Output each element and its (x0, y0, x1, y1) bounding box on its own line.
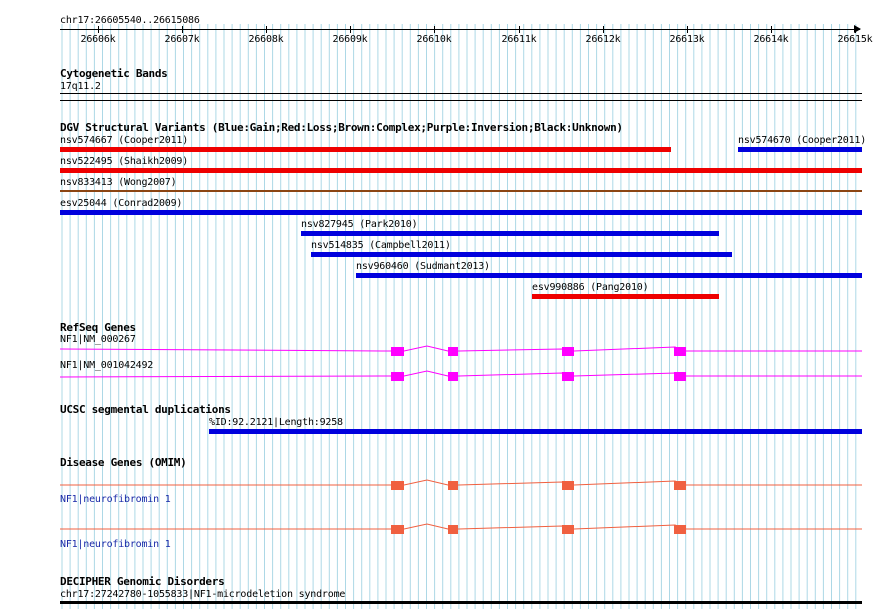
dgv-feature-label: nsv514835 (Campbell2011) (311, 240, 451, 251)
segdup-track-title: UCSC segmental duplications (60, 403, 231, 416)
ruler-tick-label: 26614k (753, 34, 789, 45)
ruler-tick-label: 26608k (248, 34, 284, 45)
position-label: chr17:26605540..26615086 (60, 15, 200, 26)
ruler-tick-label: 26615k (837, 34, 873, 45)
refseq-transcript-label: NF1|NM_000267 (60, 334, 136, 345)
omim-track-title: Disease Genes (OMIM) (60, 456, 187, 469)
omim-feature-label[interactable]: NF1|neurofibromin 1 (60, 494, 171, 505)
omim-intron-line (60, 480, 862, 485)
refseq-transcript-label: NF1|NM_001042492 (60, 360, 154, 371)
omim-exon[interactable] (448, 481, 458, 490)
ruler-tick-label: 26610k (416, 34, 452, 45)
dgv-feature-label: nsv522495 (Shaikh2009) (60, 156, 189, 167)
dgv-feature-label: nsv574670 (Cooper2011) (738, 135, 867, 146)
dgv-feature-label: nsv833413 (Wong2007) (60, 177, 177, 188)
decipher-feature-bar[interactable] (60, 601, 862, 604)
ruler-tick-label: 26611k (501, 34, 537, 45)
omim-exon[interactable] (674, 481, 686, 490)
ruler-tick-label: 26609k (332, 34, 368, 45)
omim-exon[interactable] (448, 525, 458, 534)
omim-exon[interactable] (674, 525, 686, 534)
ruler-tick-label: 26613k (669, 34, 705, 45)
dgv-feature-label: esv990886 (Pang2010) (532, 282, 649, 293)
ruler-tick-label: 26606k (80, 34, 116, 45)
dgv-feature-label: esv25044 (Conrad2009) (60, 198, 183, 209)
dgv-feature-label: nsv574667 (Cooper2011) (60, 135, 189, 146)
omim-exon[interactable] (562, 481, 574, 490)
dgv-track-title: DGV Structural Variants (Blue:Gain;Red:Loss;Brown:Complex;Purple:Inversion;Black:Unknown) (60, 121, 623, 134)
dgv-feature-label: nsv960460 (Sudmant2013) (356, 261, 490, 272)
segdup-feature-label: %ID:92.2121|Length:9258 (209, 417, 343, 428)
cytoband-track-title: Cytogenetic Bands (60, 67, 168, 80)
cytoband-label: 17q11.2 (60, 81, 101, 92)
omim-exon[interactable] (391, 525, 404, 534)
ruler-tick-label: 26607k (164, 34, 200, 45)
decipher-track-title: DECIPHER Genomic Disorders (60, 575, 225, 588)
omim-intron-line (60, 524, 862, 529)
omim-exon[interactable] (562, 525, 574, 534)
ruler-tick-label: 26612k (585, 34, 621, 45)
omim-exon[interactable] (391, 481, 404, 490)
omim-feature-label[interactable]: NF1|neurofibromin 1 (60, 539, 171, 550)
refseq-track-title: RefSeq Genes (60, 321, 136, 334)
dgv-feature-label: nsv827945 (Park2010) (301, 219, 418, 230)
decipher-feature-label: chr17:27242780-1055833|NF1-microdeletion syndrome (60, 589, 346, 600)
